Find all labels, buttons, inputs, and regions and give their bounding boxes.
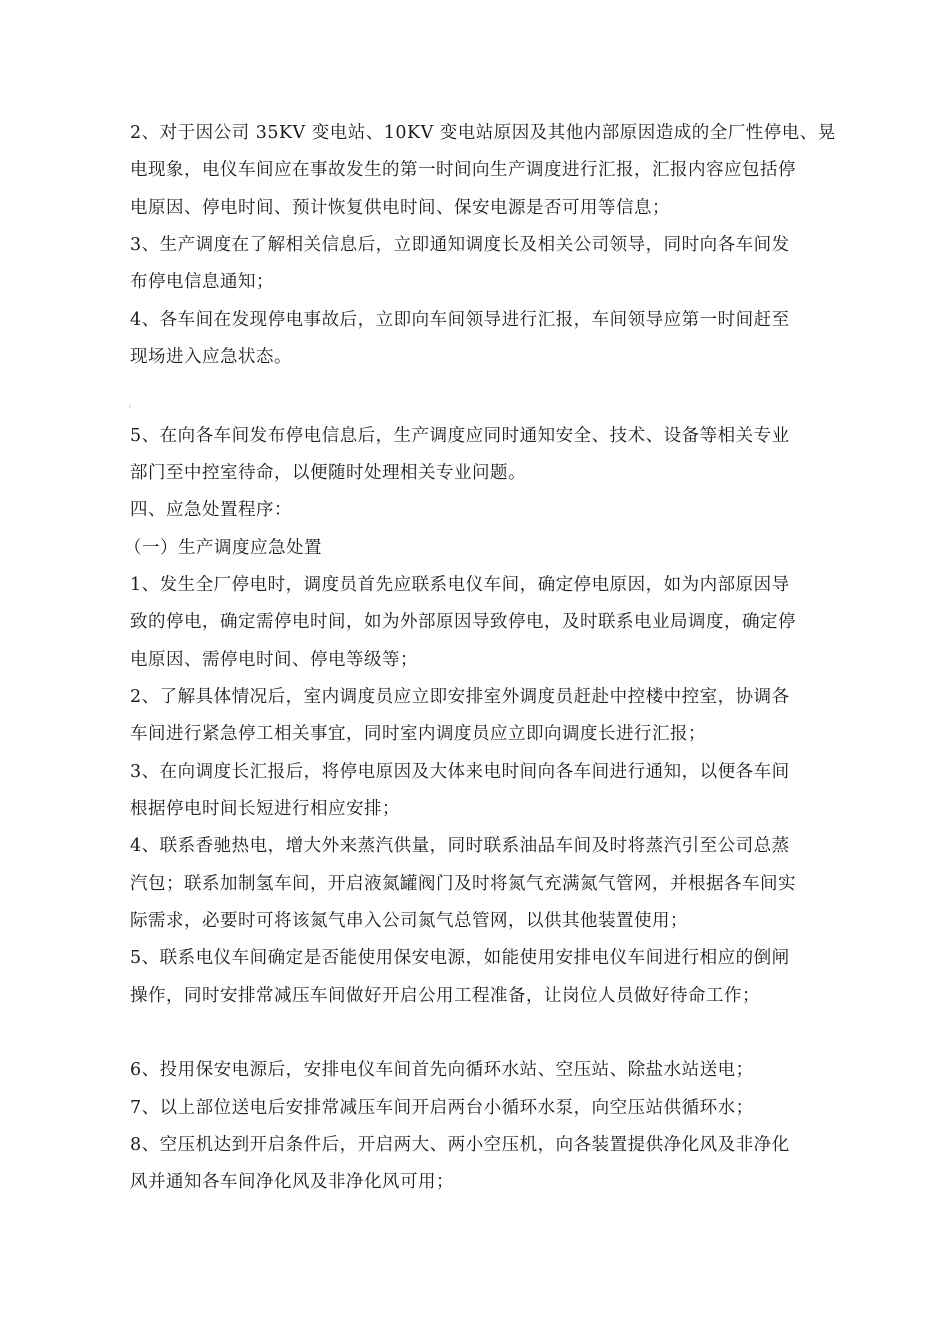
paragraph-line: 际需求，必要时可将该氮气串入公司氮气总管网，以供其他装置使用； [130,911,688,931]
paragraph-line: 2、对于因公司 35KV 变电站、10KV 变电站原因及其他内部原因造成的全厂性停电、晃 [130,123,836,143]
stray-mark: ‹ [128,402,132,412]
paragraph-line: 7、以上部位送电后安排常减压车间开启两台小循环水泵，向空压站供循环水； [130,1098,754,1118]
paragraph-line: 6、投用保安电源后，安排电仪车间首先向循环水站、空压站、除盐水站送电； [130,1060,754,1080]
paragraph-line: 部门至中控室待命，以便随时处理相关专业问题。 [130,463,526,483]
paragraph-line: 电原因、停电时间、预计恢复供电时间、保安电源是否可用等信息； [130,198,670,218]
paragraph-line: 3、在向调度长汇报后，将停电原因及大体来电时间向各车间进行通知，以便各车间 [130,762,790,782]
paragraph-line: 2、了解具体情况后，室内调度员应立即安排室外调度员赶赴中控楼中控室，协调各 [130,687,790,707]
paragraph-line: 1、发生全厂停电时，调度员首先应联系电仪车间，确定停电原因，如为内部原因导 [130,575,790,595]
section-heading: 四、应急处置程序： [130,500,292,520]
paragraph-line: 车间进行紧急停工相关事宜，同时室内调度员应立即向调度长进行汇报； [130,724,706,744]
paragraph-line: 操作，同时安排常减压车间做好开启公用工程准备，让岗位人员做好待命工作； [130,986,760,1006]
paragraph-line: 4、各车间在发现停电事故后，立即向车间领导进行汇报，车间领导应第一时间赶至 [130,310,790,330]
paragraph-line: 汽包；联系加制氢车间，开启液氮罐阀门及时将氮气充满氮气管网，并根据各车间实 [130,874,796,894]
paragraph-line: 8、空压机达到开启条件后，开启两大、两小空压机，向各装置提供净化风及非净化 [130,1135,790,1155]
paragraph-line: 5、联系电仪车间确定是否能使用保安电源，如能使用安排电仪车间进行相应的倒闸 [130,948,790,968]
subsection-heading: （一）生产调度应急处置 [124,538,322,558]
paragraph-line: 致的停电，确定需停电时间，如为外部原因导致停电，及时联系电业局调度，确定停 [130,612,796,632]
paragraph-line: 4、联系香驰热电，增大外来蒸汽供量，同时联系油品车间及时将蒸汽引至公司总蒸 [130,836,790,856]
paragraph-line: 现场进入应急状态。 [130,347,292,367]
paragraph-line: 电原因、需停电时间、停电等级等； [130,650,418,670]
paragraph-line: 风并通知各车间净化风及非净化风可用； [130,1172,454,1192]
paragraph-line: 布停电信息通知； [130,272,274,292]
paragraph-line: 电现象，电仪车间应在事故发生的第一时间向生产调度进行汇报，汇报内容应包括停 [130,160,796,180]
paragraph-line: 5、在向各车间发布停电信息后，生产调度应同时通知安全、技术、设备等相关专业 [130,426,790,446]
paragraph-line: 根据停电时间长短进行相应安排； [130,799,400,819]
paragraph-line: 3、生产调度在了解相关信息后，立即通知调度长及相关公司领导，同时向各车间发 [130,235,790,255]
